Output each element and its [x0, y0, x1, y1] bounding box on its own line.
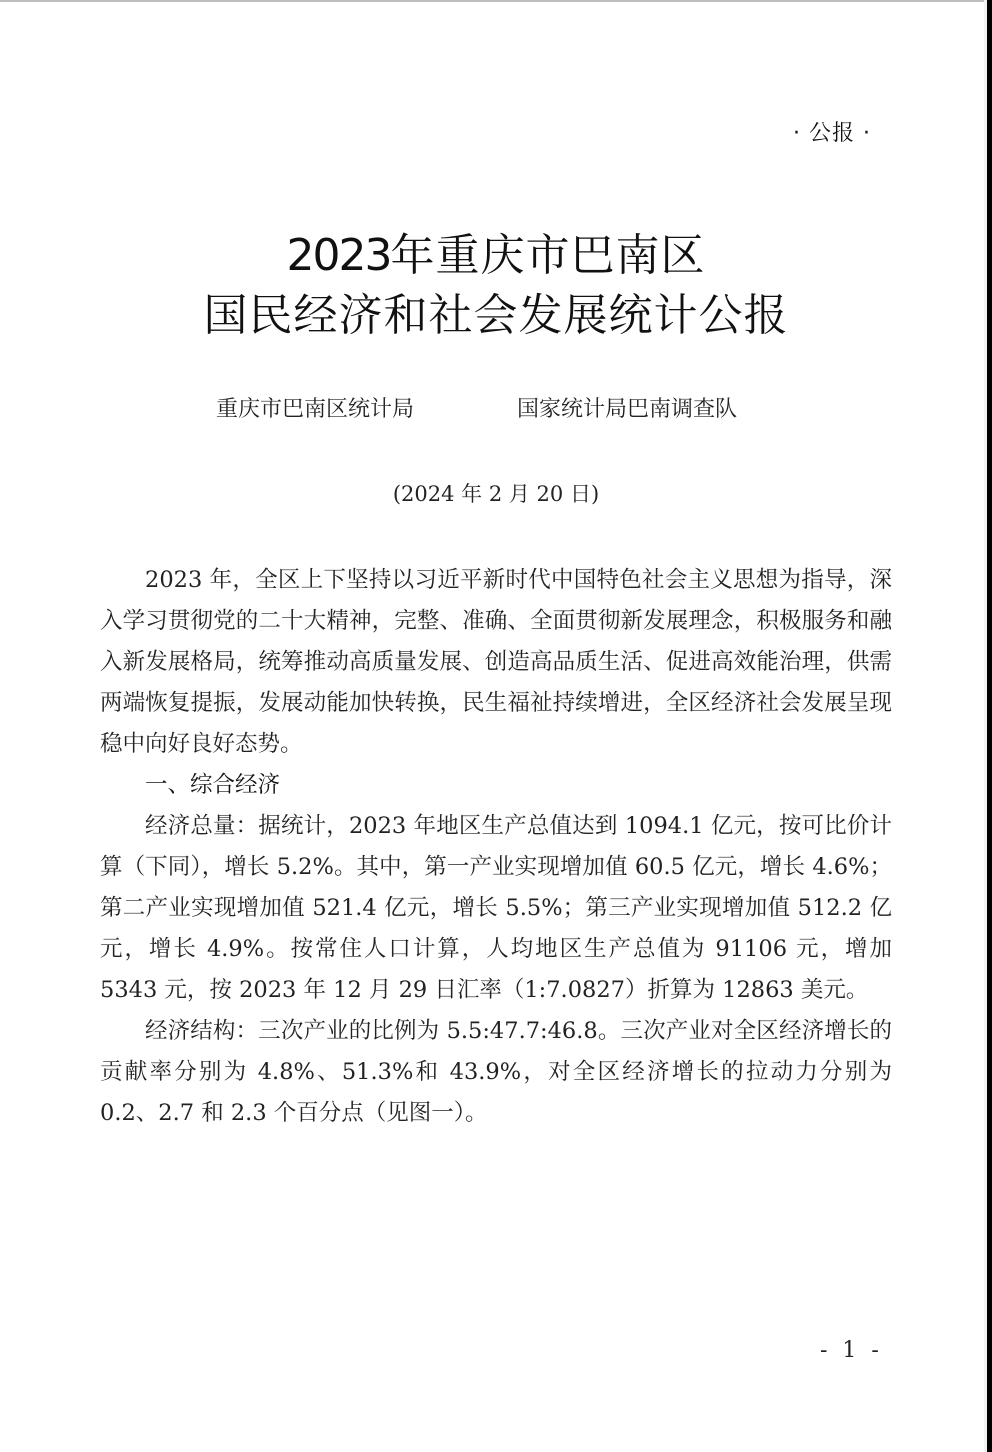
- paragraph-economic-total: 经济总量：据统计，2023 年地区生产总值达到 1094.1 亿元，按可比价计算（下同），增长 5.2%。其中，第一产业实现增加值 60.5 亿元，增长 4.6%；第二产业实现增加值 521.4 亿元，增长 5.5%；第三产业实现增加值 512.2 亿元，增长 4.9%。按常住人口计算，人均地区生产总值为 91106 元，增加 5343 元，按 2023 年 12 月 29 日汇率（1:7.0827）折算为 12863 美元。: [100, 813, 892, 1003]
- section-heading-economy: 一、综合经济: [145, 772, 281, 798]
- author-statistics-bureau: 重庆市巴南区统计局: [216, 397, 415, 422]
- document-title-line-1: [0, 226, 992, 286]
- publication-date: (2024 年 2 月 20 日): [392, 482, 600, 506]
- paragraph-economic-structure: 经济结构：三次产业的比例为 5.5:47.7:46.8。三次产业对全区经济增长的贡献率分别为 4.8%、51.3%和 43.9%，对全区经济增长的拉动力分别为 0.2、2.7 和 2.3 个百分点（见图一）。: [100, 1018, 892, 1126]
- title-year: 2023: [286, 230, 391, 281]
- author-survey-team: 国家统计局巴南调查队: [517, 397, 738, 422]
- intro-paragraph: 2023 年，全区上下坚持以习近平新时代中国特色社会主义思想为指导，深入学习贯彻党的二十大精神，完整、准确、全面贯彻新发展理念，积极服务和融入新发展格局，统筹推动高质量发展、创造高品质生活、促进高效能治理，供需两端恢复提振，发展动能加快转换，民生福祉持续增进，全区经济社会发展呈现稳中向好良好态势。: [100, 567, 892, 757]
- document-title-line-2: 国民经济和社会发展统计公报: [203, 290, 789, 341]
- page-number: - 1 -: [820, 1338, 883, 1363]
- page-right-edge: [987, 0, 992, 1452]
- document-body: [100, 560, 892, 1134]
- top-border: [0, 0, 992, 2]
- column-tag: · 公报 ·: [793, 121, 871, 146]
- title-line-1-text: 年重庆市巴南区: [390, 230, 706, 281]
